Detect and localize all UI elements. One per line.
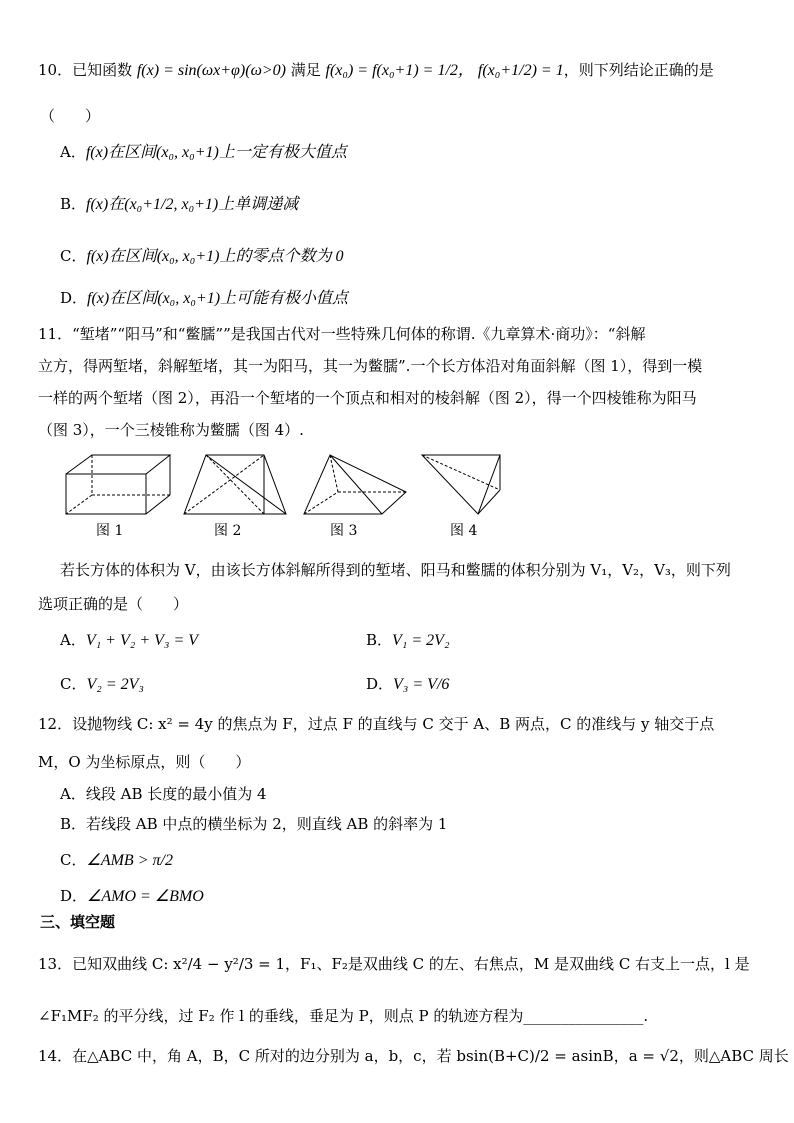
option-letter: D． bbox=[60, 887, 88, 905]
option-text: f(x)在区间(x₀, x₀+1)上的零点个数为 0 bbox=[86, 248, 344, 265]
q12-line-2: M，O 为坐标原点，则（ ） bbox=[38, 753, 251, 771]
q12-option-d bbox=[60, 886, 204, 907]
option-text: f(x)在(x₀+1/2, x₀+1)上单调递减 bbox=[86, 196, 299, 213]
q10-answer-paren: （ ） bbox=[40, 107, 101, 125]
q10-option-b bbox=[60, 194, 298, 215]
q11-option-d bbox=[366, 674, 449, 695]
q12-option-a bbox=[60, 784, 267, 804]
q10-option-d bbox=[60, 288, 348, 309]
option-text: ∠AMO = ∠BMO bbox=[87, 888, 204, 905]
q11-line-1: 11．“堑堵”“阳马”和“鳖臑””是我国古代对一些特殊几何体的称谓.《九章算术·商功》：“斜解 bbox=[38, 325, 646, 343]
figure-2-qiandu bbox=[182, 452, 292, 518]
option-letter: C． bbox=[60, 247, 87, 265]
option-letter: B． bbox=[366, 631, 393, 649]
figure-3-yangma bbox=[302, 452, 412, 518]
q10-option-c bbox=[60, 246, 343, 267]
option-letter: D． bbox=[60, 289, 88, 307]
option-letter: A． bbox=[60, 143, 86, 161]
option-text: 线段 AB 长度的最小值为 4 bbox=[85, 785, 267, 803]
option-text: V₃ = V/6 bbox=[393, 676, 450, 693]
q10-option-a bbox=[60, 142, 347, 163]
q11-line-5: 若长方体的体积为 V，由该长方体斜解所得到的堑堵、阳马和鳖臑的体积分别为 V₁，V₂，V₃，则下列 bbox=[60, 561, 731, 579]
figure-4-label: 图 4 bbox=[450, 523, 478, 539]
option-text: ∠AMB > π/2 bbox=[86, 852, 173, 869]
q10-stem-a: 10．已知函数 bbox=[38, 61, 137, 79]
option-letter: D． bbox=[366, 675, 394, 693]
figure-4-bienao bbox=[420, 452, 510, 518]
q11-line-4: （图 3），一个三棱锥称为鳖臑（图 4）. bbox=[38, 421, 304, 439]
q11-option-b bbox=[366, 630, 450, 651]
option-text: f(x)在区间(x₀, x₀+1)上一定有极大值点 bbox=[85, 144, 347, 161]
option-text: f(x)在区间(x₀, x₀+1)上可能有极小值点 bbox=[87, 290, 349, 307]
option-text: V₂ = 2V₃ bbox=[86, 676, 144, 693]
q10-stem-c: ，则下列结论正确的是 bbox=[563, 61, 714, 79]
q11-option-c bbox=[60, 674, 144, 695]
q11-option-a bbox=[60, 630, 198, 651]
q12-line-1: 12．设抛物线 C: x² = 4y 的焦点为 F，过点 F 的直线与 C 交于 A、B 两点，C 的准线与 y 轴交于点 bbox=[38, 715, 715, 733]
option-letter: B． bbox=[60, 195, 87, 213]
q13-line-1: 13．已知双曲线 C: x²/4 − y²/3 = 1，F₁、F₂是双曲线 C 的左、右焦点，M 是双曲线 C 右支上一点，l 是 bbox=[38, 955, 750, 973]
q14-line-1: 14．在△ABC 中，角 A，B，C 所对的边分别为 a，b，c，若 bsin(B+C)/2 = asinB，a = √2，则△ABC 周长 bbox=[38, 1047, 789, 1065]
option-letter: A． bbox=[60, 785, 86, 803]
q12-option-b bbox=[60, 814, 447, 834]
section-heading-fill-in: 三、填空题 bbox=[40, 913, 116, 931]
option-text: V₁ + V₂ + V₃ = V bbox=[85, 632, 199, 649]
figure-1-cuboid bbox=[64, 452, 174, 518]
figure-3-label: 图 3 bbox=[330, 523, 358, 539]
option-text: 若线段 AB 中点的横坐标为 2，则直线 AB 的斜率为 1 bbox=[86, 815, 448, 833]
option-text: V₁ = 2V₂ bbox=[392, 632, 450, 649]
q11-line-6: 选项正确的是（ ） bbox=[38, 595, 189, 613]
q10-stem-b: 满足 bbox=[285, 61, 326, 79]
q11-line-2: 立方，得两堑堵，斜解堑堵，其一为阳马，其一为鳖臑”.一个长方体沿对角面斜解（图 1），得到一模 bbox=[38, 357, 703, 375]
q10-formula: f(x) = sin(ωx+φ)(ω>0) bbox=[136, 62, 286, 79]
q12-option-c bbox=[60, 850, 173, 871]
option-letter: C． bbox=[60, 851, 87, 869]
option-letter: C． bbox=[60, 675, 87, 693]
figure-1-label: 图 1 bbox=[96, 523, 124, 539]
figure-2-label: 图 2 bbox=[214, 523, 242, 539]
q11-line-3: 一样的两个堑堵（图 2），再沿一个堑堵的一个顶点和相对的棱斜解（图 2），得一个四棱锥称为阳马 bbox=[38, 389, 697, 407]
option-letter: B． bbox=[60, 815, 87, 833]
q10-condition: f(x₀) = f(x₀+1) = 1/2， f(x₀+1/2) = 1 bbox=[325, 62, 564, 79]
q13-line-2: ∠F₁MF₂ 的平分线，过 F₂ 作 l 的垂线，垂足为 P，则点 P 的轨迹方程为________________. bbox=[38, 1007, 649, 1025]
option-letter: A． bbox=[60, 631, 86, 649]
q10-stem bbox=[38, 60, 714, 81]
